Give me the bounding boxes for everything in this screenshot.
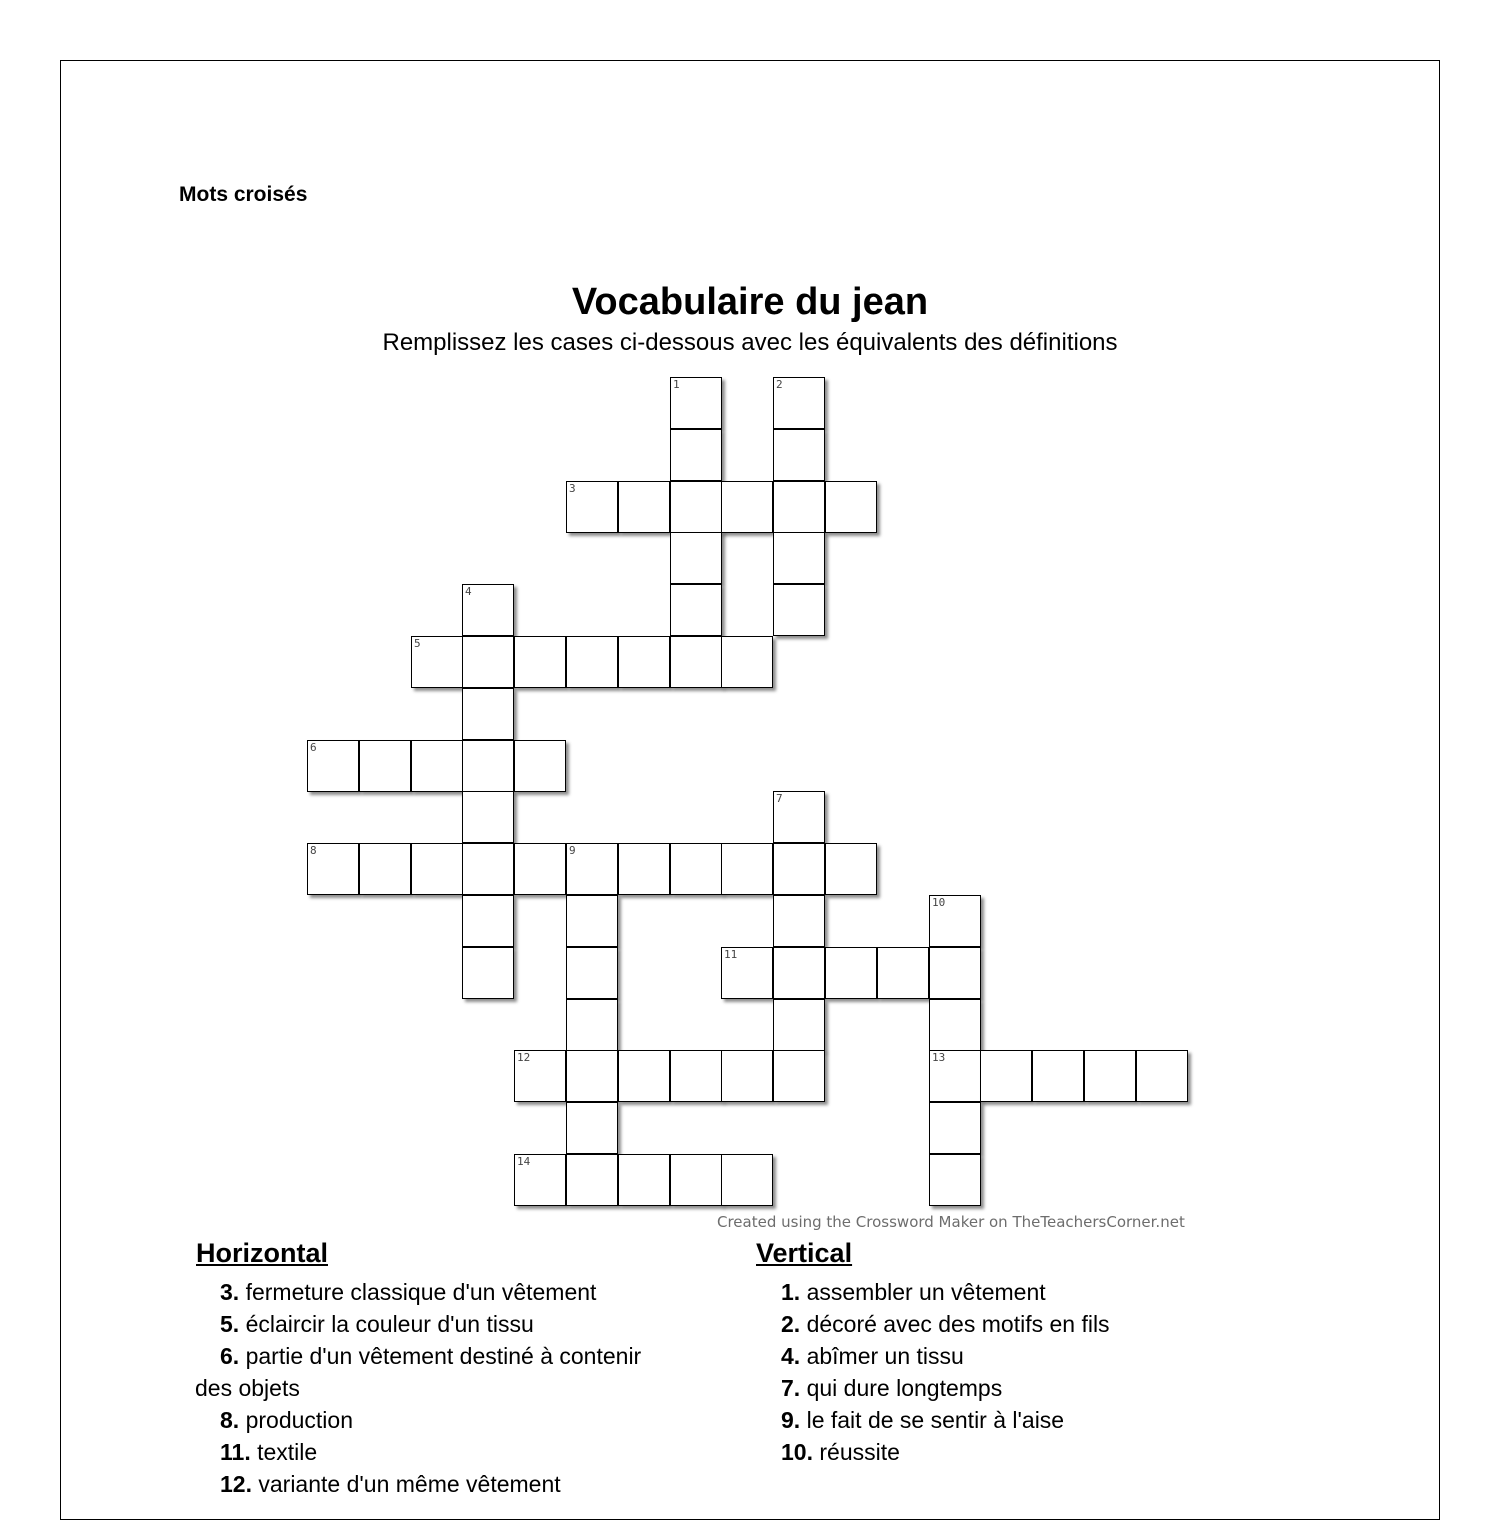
grid-cell[interactable] <box>307 740 359 792</box>
cell-number: 14 <box>517 1155 531 1168</box>
clue-number: 4. <box>781 1343 801 1369</box>
clue-item <box>781 1404 1381 1436</box>
grid-cell[interactable] <box>721 947 773 999</box>
grid-cell[interactable] <box>721 1154 773 1206</box>
clue-number: 6. <box>220 1343 240 1369</box>
grid-cell[interactable] <box>462 791 514 843</box>
grid-cell[interactable] <box>670 636 722 688</box>
clue-text: décoré avec des motifs en fils <box>800 1311 1110 1337</box>
grid-cell[interactable] <box>514 740 566 792</box>
grid-cell[interactable] <box>411 843 463 895</box>
grid-cell[interactable] <box>411 636 463 688</box>
grid-cell[interactable] <box>825 843 877 895</box>
clue-text: abîmer un tissu <box>800 1343 964 1369</box>
clue-text: partie d'un vêtement destiné à contenir <box>239 1343 642 1369</box>
puzzle-title: Vocabulaire du jean <box>571 281 929 323</box>
grid-cell[interactable] <box>670 843 722 895</box>
grid-cell[interactable] <box>462 843 514 895</box>
clue-text: assembler un vêtement <box>800 1279 1046 1305</box>
grid-cell[interactable] <box>411 740 463 792</box>
grid-cell[interactable] <box>514 843 566 895</box>
document-label: Mots croisés <box>179 183 308 206</box>
grid-cell[interactable] <box>773 791 825 843</box>
vertical-clue-list <box>781 1276 1381 1468</box>
clue-number: 3. <box>220 1279 240 1305</box>
grid-cell[interactable] <box>670 377 722 429</box>
horizontal-heading: Horizontal <box>196 1238 328 1268</box>
clue-text: variante d'un même vêtement <box>251 1471 561 1497</box>
grid-cell[interactable] <box>566 1154 618 1206</box>
grid-cell[interactable] <box>773 843 825 895</box>
grid-cell[interactable] <box>462 947 514 999</box>
grid-cell[interactable] <box>670 1050 722 1102</box>
grid-cell[interactable] <box>618 481 670 533</box>
grid-cell[interactable] <box>929 1050 981 1102</box>
vertical-heading: Vertical <box>756 1238 853 1268</box>
grid-cell[interactable] <box>773 947 825 999</box>
grid-cell[interactable] <box>980 1050 1032 1102</box>
grid-cell[interactable] <box>670 1154 722 1206</box>
grid-cell[interactable] <box>307 843 359 895</box>
grid-cell[interactable] <box>929 895 981 947</box>
grid-cell[interactable] <box>462 740 514 792</box>
credit-line: Created using the Crossword Maker on TheTeachersCorner.net <box>717 1213 1185 1231</box>
grid-cell[interactable] <box>721 481 773 533</box>
grid-cell[interactable] <box>566 1102 618 1154</box>
cell-number: 11 <box>724 948 738 961</box>
grid-cell[interactable] <box>514 1050 566 1102</box>
clue-number: 10. <box>781 1439 813 1465</box>
grid-cell[interactable] <box>773 377 825 429</box>
clue-item <box>220 1308 720 1340</box>
grid-cell[interactable] <box>929 999 981 1051</box>
clue-number: 9. <box>781 1407 801 1433</box>
clue-number: 2. <box>781 1311 801 1337</box>
cell-number: 3 <box>569 482 576 495</box>
clue-item <box>781 1372 1381 1404</box>
grid-cell[interactable] <box>566 947 618 999</box>
grid-cell[interactable] <box>566 843 618 895</box>
grid-cell[interactable] <box>359 843 411 895</box>
grid-cell[interactable] <box>825 481 877 533</box>
clue-text-continuation: des objets <box>195 1375 300 1401</box>
grid-cell[interactable] <box>877 947 929 999</box>
grid-cell[interactable] <box>929 1102 981 1154</box>
grid-cell[interactable] <box>773 429 825 481</box>
clue-text: fermeture classique d'un vêtement <box>239 1279 597 1305</box>
grid-cell[interactable] <box>514 636 566 688</box>
grid-cell[interactable] <box>929 1154 981 1206</box>
grid-cell[interactable] <box>462 895 514 947</box>
grid-cell[interactable] <box>825 947 877 999</box>
cell-number: 4 <box>465 585 472 598</box>
clue-number: 5. <box>220 1311 240 1337</box>
clue-item <box>781 1308 1381 1340</box>
grid-cell[interactable] <box>618 1154 670 1206</box>
grid-cell[interactable] <box>462 636 514 688</box>
grid-cell[interactable] <box>773 1050 825 1102</box>
clue-text: éclaircir la couleur d'un tissu <box>239 1311 534 1337</box>
grid-cell[interactable] <box>773 584 825 636</box>
grid-cell[interactable] <box>618 843 670 895</box>
cell-number: 8 <box>310 844 317 857</box>
grid-cell[interactable] <box>721 843 773 895</box>
clue-item <box>220 1468 720 1500</box>
grid-cell[interactable] <box>721 636 773 688</box>
grid-cell[interactable] <box>773 999 825 1051</box>
grid-cell[interactable] <box>773 895 825 947</box>
grid-cell[interactable] <box>1032 1050 1084 1102</box>
grid-cell[interactable] <box>462 584 514 636</box>
clue-number: 7. <box>781 1375 801 1401</box>
cell-number: 9 <box>569 844 576 857</box>
cell-number: 13 <box>932 1051 946 1064</box>
grid-cell[interactable] <box>1136 1050 1188 1102</box>
grid-cell[interactable] <box>929 947 981 999</box>
grid-cell[interactable] <box>566 895 618 947</box>
grid-cell[interactable] <box>462 688 514 740</box>
clue-number: 12. <box>220 1471 252 1497</box>
grid-cell[interactable] <box>618 1050 670 1102</box>
grid-cell[interactable] <box>514 1154 566 1206</box>
grid-cell[interactable] <box>566 999 618 1051</box>
clue-item <box>220 1340 720 1372</box>
clue-number: 1. <box>781 1279 801 1305</box>
clue-text: le fait de se sentir à l'aise <box>800 1407 1065 1433</box>
cell-number: 1 <box>673 378 680 391</box>
clue-item <box>781 1436 1381 1468</box>
cell-number: 2 <box>776 378 783 391</box>
puzzle-subtitle: Remplissez les cases ci-dessous avec les équivalents des définitions <box>382 329 1118 356</box>
grid-cell[interactable] <box>670 429 722 481</box>
grid-cell[interactable] <box>773 532 825 584</box>
grid-cell[interactable] <box>670 532 722 584</box>
horizontal-clue-list <box>195 1276 720 1500</box>
grid-cell[interactable] <box>566 1050 618 1102</box>
clue-text: textile <box>250 1439 318 1465</box>
clue-item <box>781 1340 1381 1372</box>
clue-text: production <box>239 1407 353 1433</box>
clue-item <box>781 1276 1381 1308</box>
grid-cell[interactable] <box>670 584 722 636</box>
grid-cell[interactable] <box>566 636 618 688</box>
grid-cell[interactable] <box>359 740 411 792</box>
clue-number: 11. <box>220 1439 251 1465</box>
grid-cell[interactable] <box>566 481 618 533</box>
cell-number: 5 <box>414 637 421 650</box>
grid-cell[interactable] <box>670 481 722 533</box>
cell-number: 6 <box>310 741 317 754</box>
clue-item <box>220 1436 720 1468</box>
grid-cell[interactable] <box>721 1050 773 1102</box>
cell-number: 10 <box>932 896 946 909</box>
clue-item <box>220 1404 720 1436</box>
cell-number: 12 <box>517 1051 531 1064</box>
grid-cell[interactable] <box>618 636 670 688</box>
cell-number: 7 <box>776 792 783 805</box>
clue-item <box>220 1276 720 1308</box>
grid-cell[interactable] <box>773 481 825 533</box>
clue-number: 8. <box>220 1407 240 1433</box>
clue-text: qui dure longtemps <box>800 1375 1003 1401</box>
grid-cell[interactable] <box>1084 1050 1136 1102</box>
clue-text: réussite <box>812 1439 900 1465</box>
